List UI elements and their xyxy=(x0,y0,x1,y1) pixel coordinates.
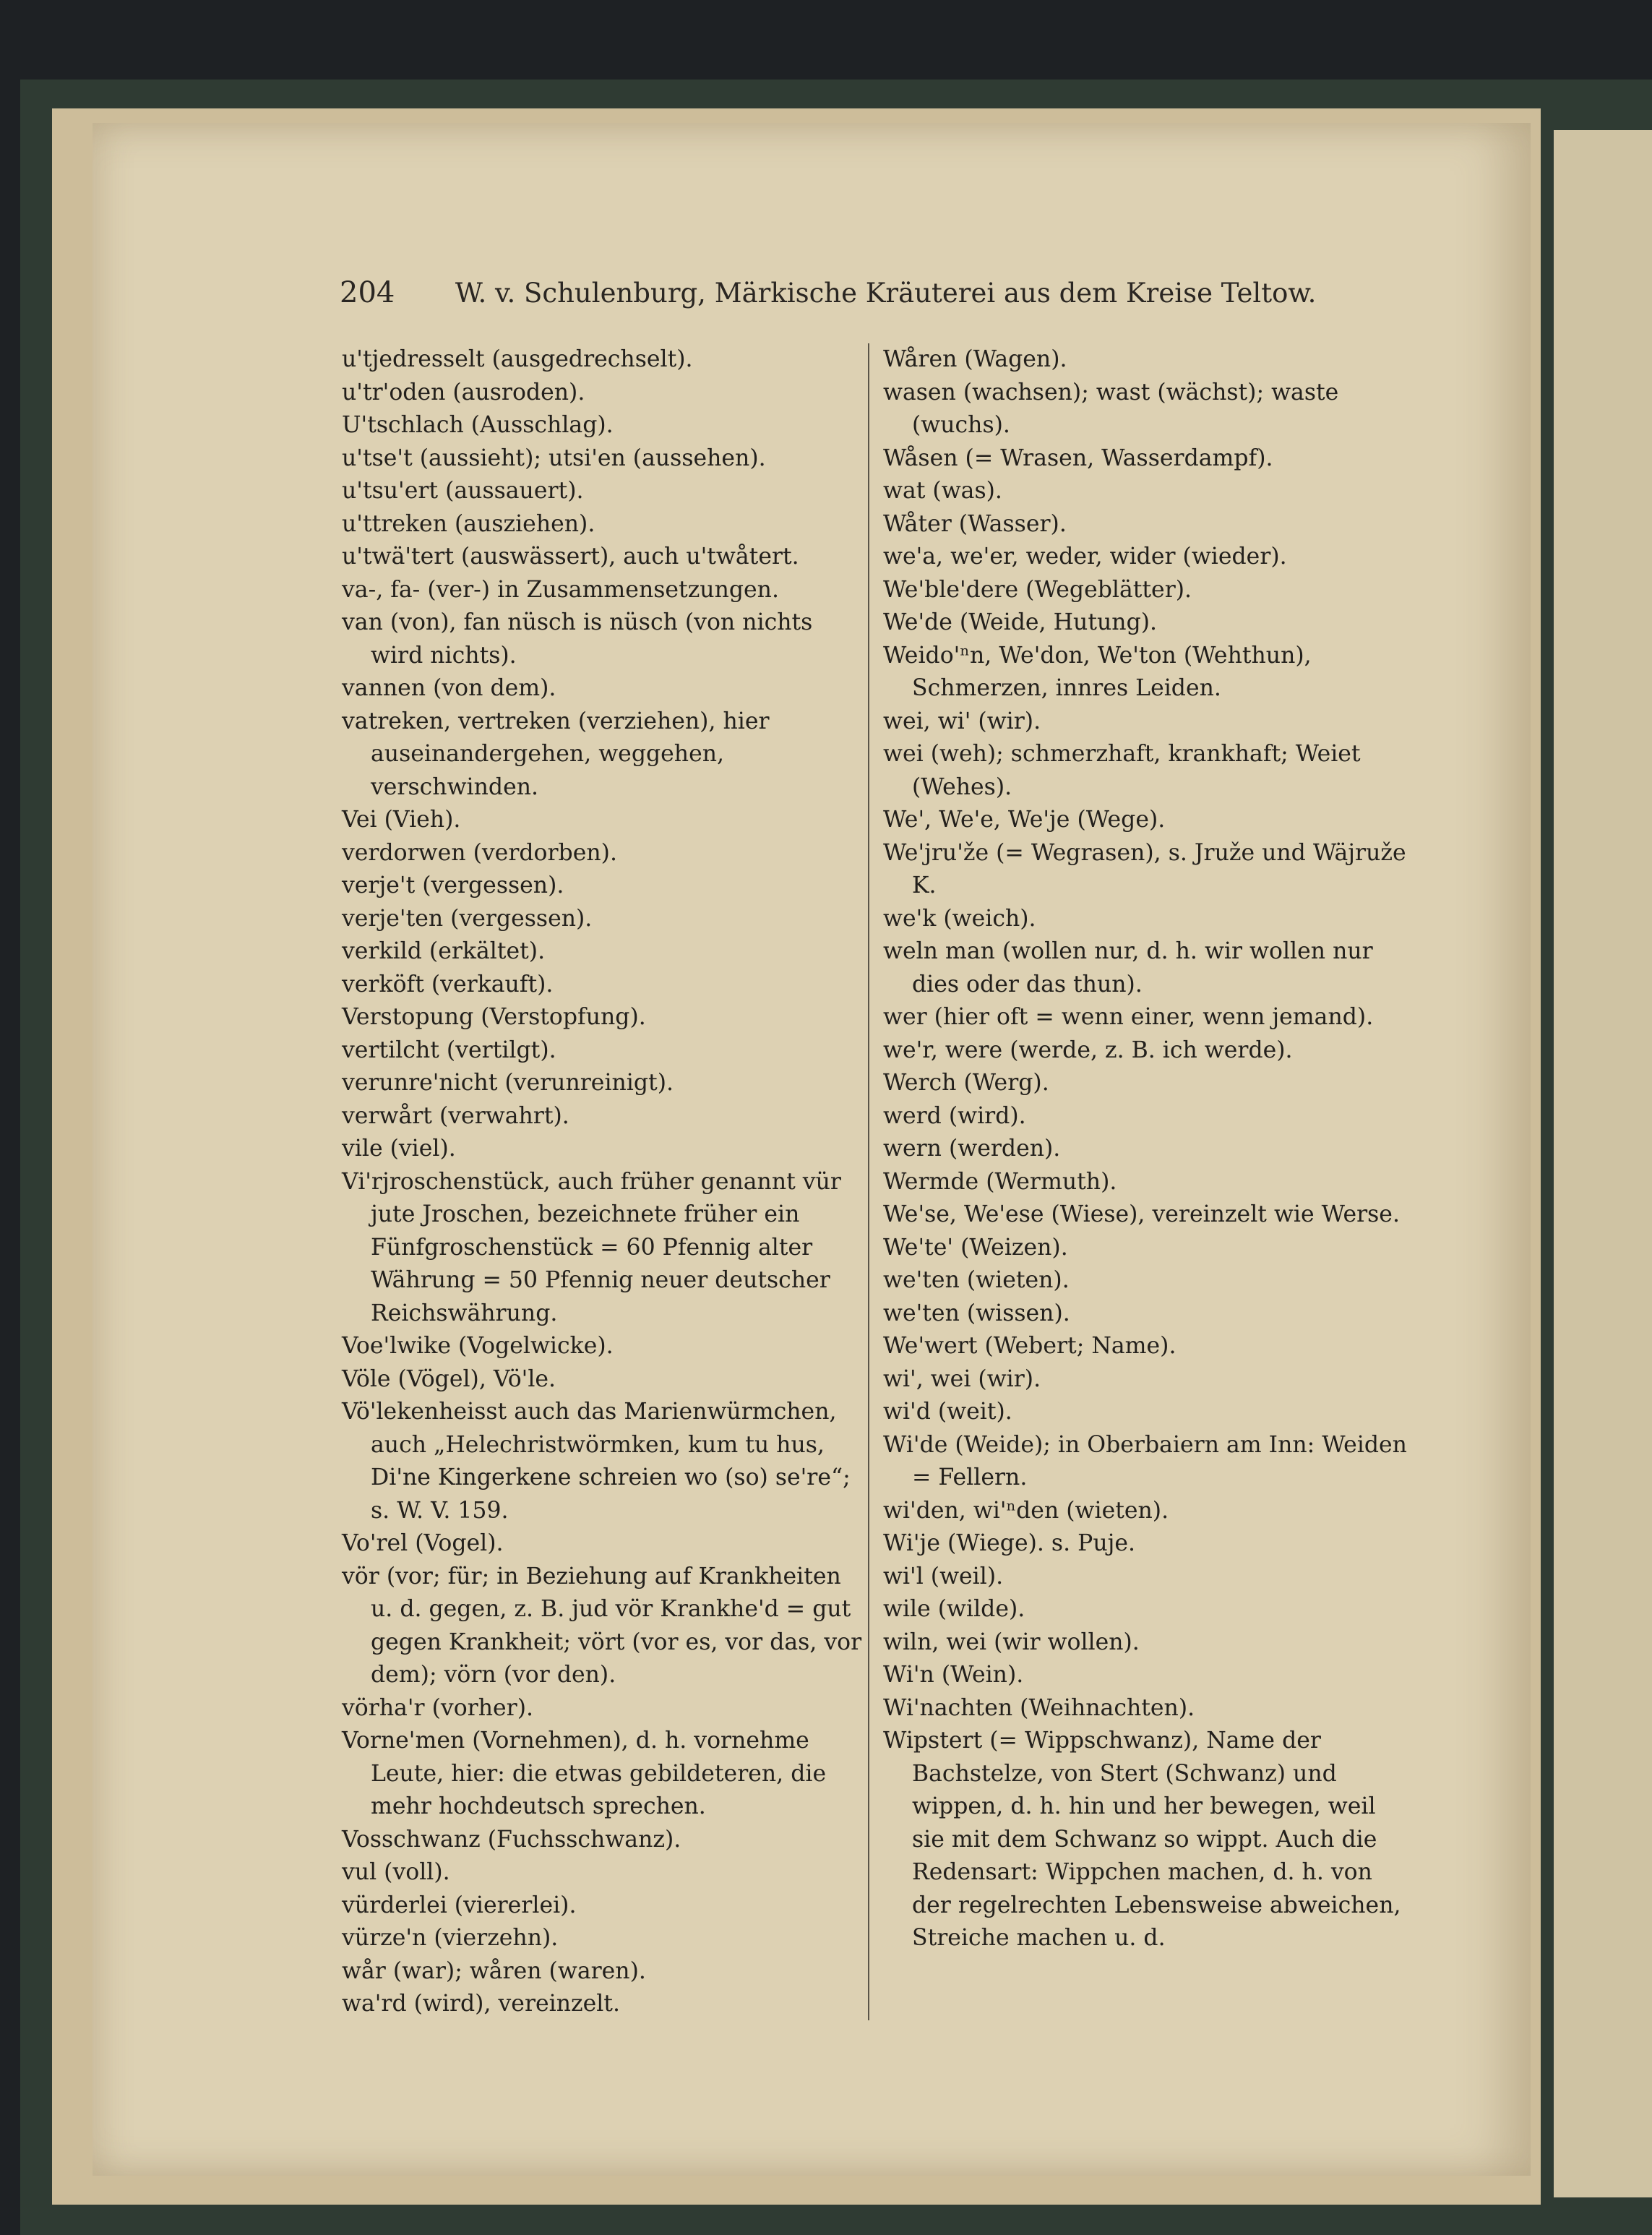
dictionary-entry: We'de (Weide, Hutung). xyxy=(883,609,1158,635)
dictionary-entry: werd (wird). xyxy=(883,1102,1026,1129)
dictionary-entry: Vö'lekenheisst auch das Marienwürmchen, auch „Helechristwörmken, kum tu hus, Di'ne Kingerkene schreien wo (so) se're“; s. W. V. 159. xyxy=(342,1399,851,1524)
dictionary-entry: Weido'ⁿn, We'don, We'ton (Wehthun), Schmerzen, innres Leiden. xyxy=(883,642,1312,701)
dictionary-entry: We'te' (Weizen). xyxy=(883,1234,1068,1261)
dictionary-entry: Wåsen (= Wrasen, Wasserdampf). xyxy=(883,445,1273,471)
dictionary-entry: wi', wei (wir). xyxy=(883,1365,1041,1392)
dictionary-entry: u'twä'tert (auswässert), auch u'twåtert. xyxy=(342,544,799,570)
dictionary-entry: we'a, we'er, weder, wider (wieder). xyxy=(883,544,1287,570)
dictionary-entry: verköft (verkauft). xyxy=(342,971,554,998)
dictionary-entry: Wi'de (Weide); in Oberbaiern am Inn: Weiden = Fellern. xyxy=(883,1431,1407,1490)
dictionary-entry: we'k (weich). xyxy=(883,905,1036,932)
dictionary-entry: wile (wilde). xyxy=(883,1596,1025,1622)
column-divider xyxy=(868,343,869,2020)
dictionary-entry: Wåter (Wasser). xyxy=(883,510,1067,537)
dictionary-entry: Wi'nachten (Weihnachten). xyxy=(883,1694,1195,1721)
dictionary-entry: Verstopung (Verstopfung). xyxy=(342,1004,646,1030)
dictionary-entry: Wi'n (Wein). xyxy=(883,1662,1024,1688)
dictionary-entry: wasen (wachsen); wast (wächst); waste (wuchs). xyxy=(883,379,1339,438)
dictionary-entry: vürderlei (viererlei). xyxy=(342,1892,577,1918)
dictionary-entry: Wi'je (Wiege). s. Puje. xyxy=(883,1530,1136,1556)
right-column xyxy=(883,343,1411,1955)
running-title: W. v. Schulenburg, Märkische Kräuterei aus dem Kreise Teltow. xyxy=(455,278,1317,309)
dictionary-entry: van (von), fan nüsch is nüsch (von nichts wird nichts). xyxy=(342,609,813,669)
dictionary-entry: Werch (Werg). xyxy=(883,1070,1049,1096)
dictionary-entry: verkild (erkältet). xyxy=(342,938,546,964)
dictionary-entry: weln man (wollen nur, d. h. wir wollen nur dies oder das thun). xyxy=(883,938,1373,998)
dictionary-entry: We'ble'dere (Wegeblätter). xyxy=(883,576,1192,603)
dictionary-entry: wa'rd (wird), vereinzelt. xyxy=(342,1991,620,2017)
dictionary-entry: wi'den, wi'ⁿden (wieten). xyxy=(883,1497,1169,1524)
dictionary-entry: Wåren (Wagen). xyxy=(883,346,1067,372)
dictionary-entry: We'jru'že (= Wegrasen), s. Jruže und Wäjruže K. xyxy=(883,839,1406,898)
dictionary-entry: We'wert (Webert; Name). xyxy=(883,1333,1176,1359)
dictionary-entry: Wermde (Wermuth). xyxy=(883,1168,1117,1195)
dictionary-entry: wat (was). xyxy=(883,478,1002,504)
dictionary-entry: wår (war); wåren (waren). xyxy=(342,1957,646,1984)
dictionary-entry: Voe'lwike (Vogelwicke). xyxy=(342,1333,614,1359)
dictionary-entry: verdorwen (verdorben). xyxy=(342,839,617,866)
dictionary-entry: Völe (Vögel), Vö'le. xyxy=(342,1365,556,1392)
dictionary-entry: vul (voll). xyxy=(342,1859,450,1885)
facing-page xyxy=(1554,130,1652,2197)
dictionary-entry: wi'd (weit). xyxy=(883,1399,1012,1425)
dictionary-entry: verje't (vergessen). xyxy=(342,872,564,898)
dictionary-entry: wei (weh); schmerzhaft, krankhaft; Weiet (Wehes). xyxy=(883,741,1361,800)
dictionary-entry: vörha'r (vorher). xyxy=(342,1694,534,1721)
dictionary-entry: Vo'rel (Vogel). xyxy=(342,1530,504,1556)
dictionary-entry: wiln, wei (wir wollen). xyxy=(883,1629,1140,1655)
dictionary-entry: Vosschwanz (Fuchsschwanz). xyxy=(342,1826,681,1853)
dictionary-entry: Vei (Vieh). xyxy=(342,807,461,833)
dictionary-entry: Vi'rjroschenstück, auch früher genannt vür jute Jroschen, bezeichnete früher ein Fünfgroschenstück = 60 Pfennig alter Währung = 50 Pfennig neuer deutscher Reichswährung. xyxy=(342,1168,841,1326)
left-column xyxy=(342,343,862,2021)
dictionary-entry: u'tse't (aussieht); utsi'en (aussehen). xyxy=(342,445,766,471)
dictionary-entry: verje'ten (vergessen). xyxy=(342,905,593,932)
dictionary-entry: vürze'n (vierzehn). xyxy=(342,1925,559,1951)
dictionary-entry: va-, fa- (ver-) in Zusammensetzungen. xyxy=(342,576,779,603)
dictionary-entry: vatreken, vertreken (verziehen), hier auseinandergehen, weggehen, verschwinden. xyxy=(342,708,770,800)
dictionary-entry: We'se, We'ese (Wiese), vereinzelt wie Werse. xyxy=(883,1201,1400,1227)
dictionary-entry: we'ten (wissen). xyxy=(883,1300,1070,1326)
dictionary-entry: u'ttreken (ausziehen). xyxy=(342,510,595,537)
dictionary-entry: wern (werden). xyxy=(883,1136,1061,1162)
dictionary-entry: We', We'e, We'je (Wege). xyxy=(883,807,1166,833)
dictionary-entry: vannen (von dem). xyxy=(342,675,556,701)
dictionary-entry: verwårt (verwahrt). xyxy=(342,1102,569,1129)
dictionary-entry: vertilcht (vertilgt). xyxy=(342,1037,556,1063)
dictionary-entry: we'r, were (werde, z. B. ich werde). xyxy=(883,1037,1293,1063)
page-number: 204 xyxy=(340,276,395,309)
dictionary-entry: vör (vor; für; in Beziehung auf Krankheiten u. d. gegen, z. B. jud vör Krankhe'd = gut gegen Krankheit; vört (vor es, vor das, vor dem); vörn (vor den). xyxy=(342,1563,862,1688)
dictionary-entry: wi'l (weil). xyxy=(883,1563,1004,1590)
dictionary-entry: u'tsu'ert (aussauert). xyxy=(342,478,584,504)
dictionary-entry: Wipstert (= Wippschwanz), Name der Bachstelze, von Stert (Schwanz) und wippen, d. h. hin und her bewegen, weil sie mit dem Schwanz so wippt. Auch die Redensart: Wippchen machen, d. h. von der regelrechten Lebensweise abweichen, Streiche machen u. d. xyxy=(883,1728,1401,1951)
dictionary-entry: u'tjedresselt (ausgedrechselt). xyxy=(342,346,693,372)
dictionary-entry: Vorne'men (Vornehmen), d. h. vornehme Leute, hier: die etwas gebildeteren, die mehr hochdeutsch sprechen. xyxy=(342,1728,827,1819)
dictionary-entry: wei, wi' (wir). xyxy=(883,708,1041,734)
dictionary-entry: verunre'nicht (verunreinigt). xyxy=(342,1070,674,1096)
page-header xyxy=(340,276,1317,312)
dictionary-entry: we'ten (wieten). xyxy=(883,1267,1070,1293)
dictionary-entry: vile (viel). xyxy=(342,1136,456,1162)
dictionary-entry: U'tschlach (Ausschlag). xyxy=(342,412,614,438)
dictionary-entry: wer (hier oft = wenn einer, wenn jemand). xyxy=(883,1004,1374,1030)
dictionary-entry: u'tr'oden (ausroden). xyxy=(342,379,585,406)
